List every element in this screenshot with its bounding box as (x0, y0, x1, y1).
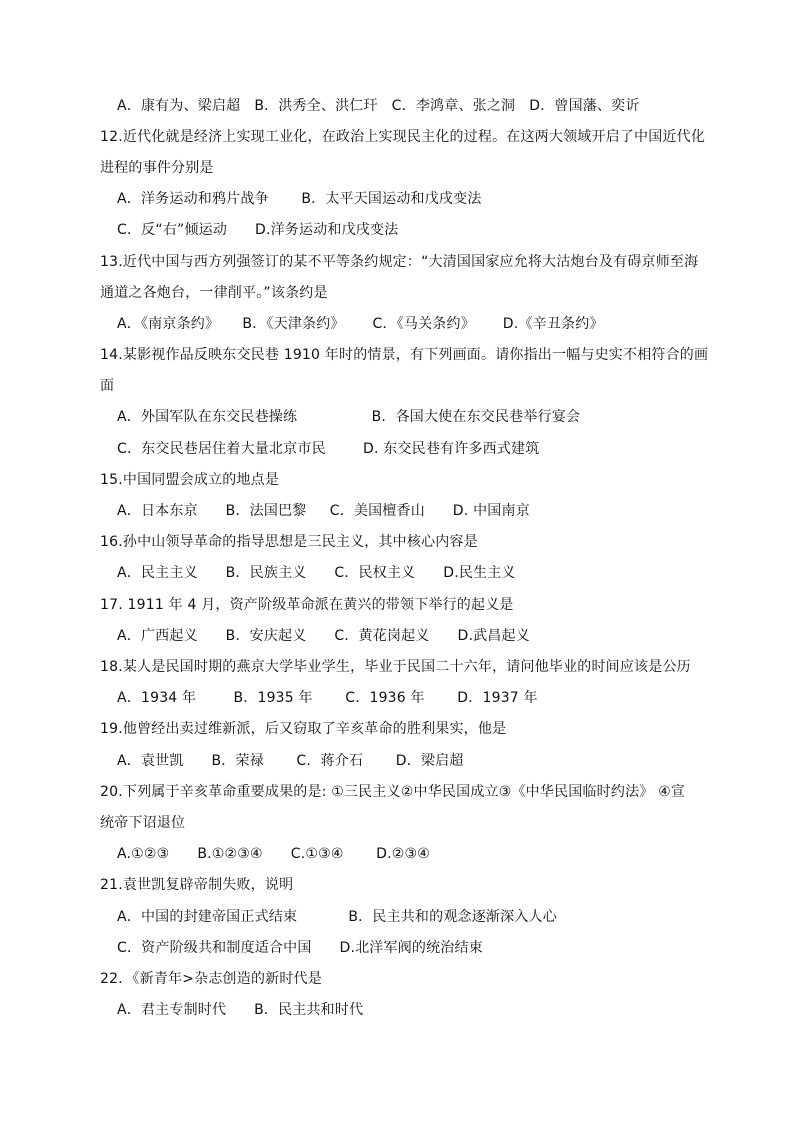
question-text-line: 19.他曾经出卖过维新派，后又窃取了辛亥革命的胜利果实，他是 (100, 721, 507, 737)
answer-options-line: C．东交民巷居住着大量北京市民 D. 东交民巷有许多西式建筑 (117, 441, 540, 457)
answer-options-line: A．民主主义 B．民族主义 C．民权主义 D.民生主义 (117, 565, 516, 581)
question-text-line: 15.中国同盟会成立的地点是 (100, 472, 280, 488)
answer-options-line: A．袁世凯 B．荣禄 C．蒋介石 D．梁启超 (117, 753, 464, 769)
answer-options-line: A．君主专制时代 B．民主共和时代 (117, 1002, 364, 1018)
answer-options-line: A.①②③ B.①②③④ C.①③④ D.②③④ (117, 846, 431, 862)
question-text-line: 21.袁世凯复辟帝制失败，说明 (100, 877, 294, 893)
question-text-line: 12.近代化就是经济上实现工业化，在政治上实现民主化的过程。在这两大领域开启了中国近代化 (100, 129, 706, 145)
answer-options-line: A．《南京条约》 B．《天津条约》 C．《马关条约》 D.《辛丑条约》 (117, 316, 604, 332)
answer-options-line: A．洋务运动和鸦片战争 B．太平天国运动和戊戌变法 (117, 191, 482, 207)
answer-options-line: A．1934 年 B．1935 年 C．1936 年 D．1937 年 (117, 690, 538, 706)
answer-options-line: C．反“右”倾运动 D.洋务运动和戊戌变法 (117, 222, 399, 238)
question-text-line: 22．《新青年>杂志创造的新时代是 (100, 971, 322, 987)
question-text-line: 14.某影视作品反映东交民巷 1910 年时的情景，有下列画面。请你指出一幅与史实不相符合的画 (100, 347, 709, 363)
answer-options-line: A．中国的封建帝国正式结束 B．民主共和的观念逐渐深入人心 (117, 909, 557, 925)
question-text-line: 20.下列属于辛亥革命重要成果的是: ①三民主义②中华民国成立③《中华民国临时约法》 ④宣 (100, 784, 686, 800)
answer-options-line: A．外国军队在东交民巷操练 B．各国大使在东交民巷举行宴会 (117, 409, 581, 425)
question-text-line: 统帝下诏退位 (100, 815, 186, 831)
question-text-line: 18.某人是民国时期的燕京大学毕业学生，毕业于民国二十六年，请问他毕业的时间应该是公历 (100, 659, 691, 675)
answer-options-line: A．日本东京 B．法国巴黎 C．美国檀香山 D. 中国南京 (117, 503, 530, 519)
question-text-line: 13.近代中国与西方列强签订的某不平等条约规定：“大清国国家应允将大沽炮台及有碍京师至海 (100, 254, 699, 270)
answer-options-line: A．康有为、梁启超 B．洪秀全、洪仁玕 C．李鸿章、张之洞 D．曾国藩、奕䜣 (117, 98, 640, 114)
question-text-line: 进程的事件分别是 (100, 160, 214, 176)
question-text-line: 面 (100, 378, 115, 394)
question-text-line: 通道之各炮台，一律削平。”该条约是 (100, 285, 328, 301)
answer-options-line: A．广西起义 B．安庆起义 C．黄花岗起义 D.武昌起义 (117, 628, 530, 644)
question-text-line: 16.孙中山领导革命的指导思想是三民主义，其中核心内容是 (100, 534, 478, 550)
answer-options-line: C．资产阶级共和制度适合中国 D.北洋军阀的统治结束 (117, 940, 483, 956)
question-text-line: 17. 1911 年 4 月，资产阶级革命派在黄兴的带领下举行的起义是 (100, 597, 514, 613)
